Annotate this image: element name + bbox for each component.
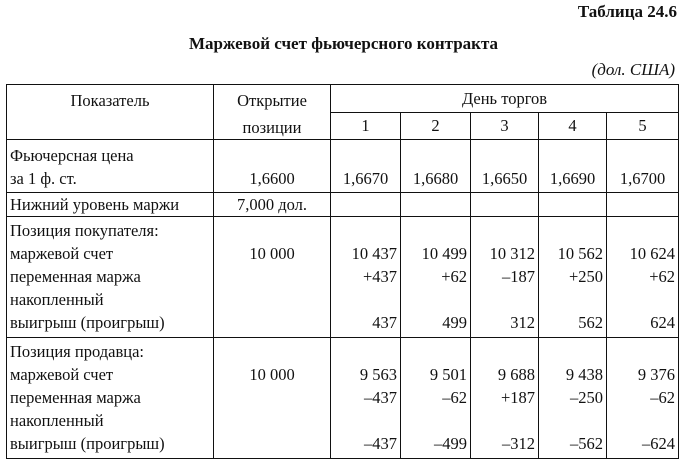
header-day-1: 1 — [331, 112, 401, 140]
buyer-margin-day-4: 10 562 — [557, 244, 603, 263]
seller-day-4-cell — [539, 338, 607, 459]
futures-price-open-cell — [214, 140, 331, 193]
buyer-label-line3: переменная маржа — [10, 267, 141, 286]
buyer-label — [7, 217, 214, 338]
buyer-margin-day-5: 10 624 — [629, 244, 676, 263]
table-number: Таблица 24.6 — [577, 2, 677, 21]
futures-price-day-5: 1,6700 — [619, 169, 666, 188]
min-margin-day-1 — [331, 193, 401, 217]
row-min-margin — [7, 193, 679, 217]
currency-units: (дол. США) — [591, 60, 675, 79]
margin-account-table — [6, 84, 679, 459]
seller-label-line1: Позиция продавца: — [10, 342, 144, 361]
buyer-margin-day-2: 10 499 — [421, 244, 467, 263]
seller-day-1-cell — [331, 338, 401, 459]
table-title: Маржевой счет фьючерсного контракта — [189, 34, 498, 53]
futures-price-day-5-cell — [607, 140, 679, 193]
header-open-position — [214, 85, 331, 140]
futures-price-open: 1,6600 — [249, 169, 295, 188]
futures-price-day-1: 1,6670 — [342, 169, 389, 188]
seller-day-3-cell — [471, 338, 539, 459]
buyer-day-1-cell — [331, 217, 401, 338]
buyer-variation-day-2: +62 — [441, 267, 467, 286]
seller-margin-day-2: 9 501 — [429, 365, 467, 384]
futures-price-day-1-cell — [331, 140, 401, 193]
seller-day-5-cell — [607, 338, 679, 459]
seller-variation-day-1: –437 — [364, 388, 397, 407]
buyer-cumulative-day-5: 624 — [650, 313, 676, 332]
buyer-day-4-cell — [539, 217, 607, 338]
buyer-variation-day-1: +437 — [362, 267, 397, 286]
futures-price-day-3-cell — [471, 140, 539, 193]
header-day-2: 2 — [401, 112, 471, 140]
futures-price-day-2: 1,6680 — [412, 169, 459, 188]
seller-variation-day-3: +187 — [500, 388, 535, 407]
min-margin-day-5 — [607, 193, 679, 217]
header-day-4: 4 — [539, 112, 607, 140]
header-day-5: 5 — [607, 112, 679, 140]
futures-price-day-4: 1,6690 — [549, 169, 596, 188]
futures-price-day-4-cell — [539, 140, 607, 193]
buyer-cumulative-day-1: 437 — [372, 313, 397, 332]
seller-cumulative-day-1: –437 — [364, 434, 397, 453]
seller-margin-day-3: 9 688 — [497, 365, 535, 384]
buyer-open-cell — [214, 217, 331, 338]
header-day-3: 3 — [471, 112, 539, 140]
futures-price-label-line1: Фьючерсная цена — [10, 146, 134, 165]
header-open-line1: Открытие — [237, 91, 307, 110]
row-buyer-position — [7, 217, 679, 338]
seller-open: 10 000 — [249, 365, 295, 384]
min-margin-open: 7,000 дол. — [214, 193, 331, 217]
futures-price-day-3: 1,6650 — [481, 169, 528, 188]
seller-label-line4: накопленный — [10, 411, 104, 430]
buyer-variation-day-3: –187 — [502, 267, 535, 286]
seller-label-line5: выигрыш (проигрыш) — [10, 434, 165, 453]
buyer-cumulative-day-4: 562 — [578, 313, 603, 332]
seller-label-line2: маржевой счет — [10, 365, 114, 384]
min-margin-day-3 — [471, 193, 539, 217]
buyer-label-line2: маржевой счет — [10, 244, 114, 263]
buyer-variation-day-4: +250 — [568, 267, 603, 286]
buyer-day-3-cell — [471, 217, 539, 338]
buyer-open: 10 000 — [249, 244, 295, 263]
futures-price-label — [7, 140, 214, 193]
seller-cumulative-day-4: –562 — [570, 434, 603, 453]
seller-variation-day-4: –250 — [570, 388, 603, 407]
min-margin-day-4 — [539, 193, 607, 217]
buyer-margin-day-3: 10 312 — [489, 244, 535, 263]
futures-price-label-line2: за 1 ф. ст. — [10, 169, 77, 188]
row-futures-price — [7, 140, 679, 193]
min-margin-label: Нижний уровень маржи — [7, 193, 214, 217]
header-indicator: Показатель — [7, 85, 214, 140]
seller-label — [7, 338, 214, 459]
seller-cumulative-day-3: –312 — [502, 434, 535, 453]
seller-cumulative-day-2: –499 — [434, 434, 467, 453]
min-margin-day-2 — [401, 193, 471, 217]
seller-variation-day-2: –62 — [442, 388, 467, 407]
seller-open-cell — [214, 338, 331, 459]
buyer-variation-day-5: +62 — [649, 267, 676, 286]
seller-margin-day-4: 9 438 — [565, 365, 603, 384]
buyer-label-line4: накопленный — [10, 290, 104, 309]
seller-margin-day-1: 9 563 — [359, 365, 397, 384]
seller-label-line3: переменная маржа — [10, 388, 141, 407]
futures-price-day-2-cell — [401, 140, 471, 193]
seller-margin-day-5: 9 376 — [637, 365, 676, 384]
buyer-label-line5: выигрыш (проигрыш) — [10, 313, 165, 332]
header-open-line2: позиции — [242, 118, 302, 137]
buyer-cumulative-day-2: 499 — [442, 313, 467, 332]
seller-cumulative-day-5: –624 — [642, 434, 676, 453]
row-seller-position — [7, 338, 679, 459]
seller-day-2-cell — [401, 338, 471, 459]
buyer-day-2-cell — [401, 217, 471, 338]
seller-variation-day-5: –62 — [650, 388, 676, 407]
buyer-day-5-cell — [607, 217, 679, 338]
buyer-label-line1: Позиция покупателя: — [10, 221, 159, 240]
buyer-margin-day-1: 10 437 — [351, 244, 397, 263]
header-trading-day: День торгов — [331, 85, 679, 113]
buyer-cumulative-day-3: 312 — [510, 313, 535, 332]
